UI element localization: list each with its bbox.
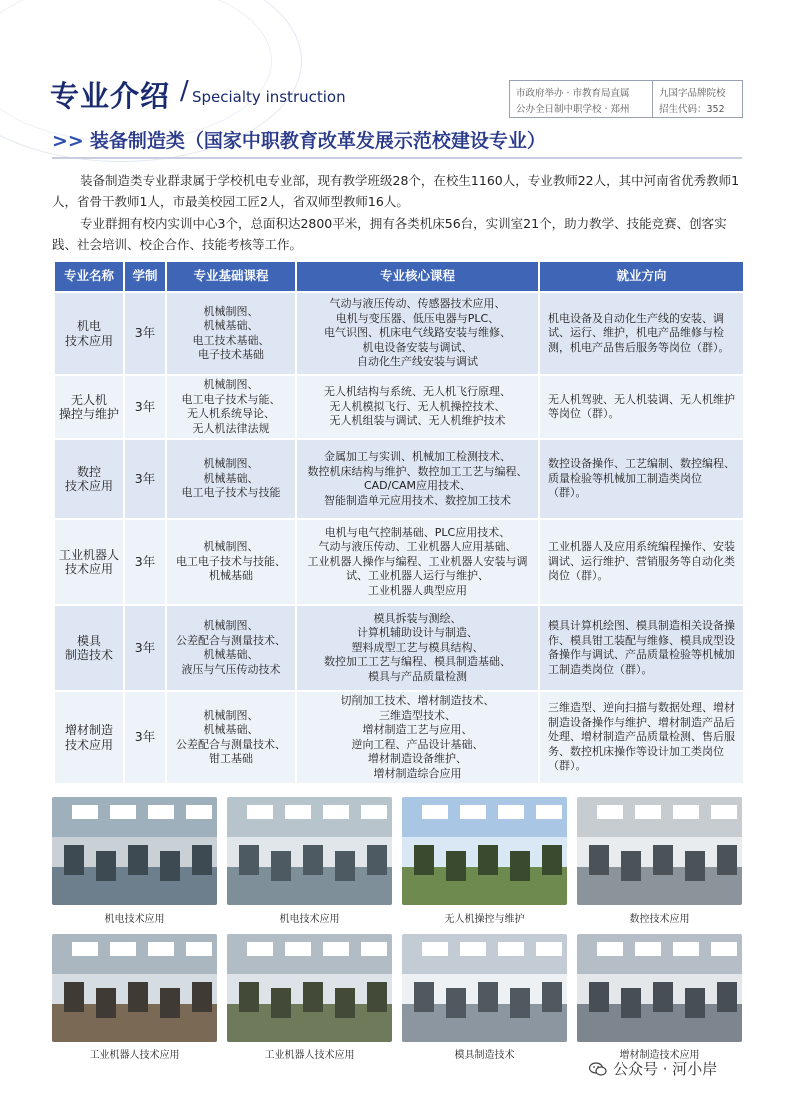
cell-core-courses [296, 605, 539, 691]
specialty-name-line: 模具 [76, 633, 101, 648]
cell-specialty-name [54, 439, 124, 519]
table-row [54, 519, 744, 605]
core-course-line: 切削加工技术、增材制造技术、 [340, 694, 495, 707]
specialty-name-line: 数控 [76, 464, 101, 479]
core-course-line: 无人机模拟飞行、无人机操控技术、 [329, 399, 506, 413]
section-heading [52, 126, 546, 153]
cell-years: 3年 [124, 375, 166, 439]
training-photo [227, 934, 392, 1042]
photo-caption: 工业机器人技术应用 [89, 1050, 180, 1061]
core-course-line: 三维造型技术、 [379, 708, 456, 722]
core-course-line: 智能制造单元应用技术、数控加工技术 [324, 493, 511, 507]
page-title: 专业介绍 [50, 79, 171, 113]
info-right [653, 81, 742, 117]
basic-course-line: 液压与气压传动技术 [181, 662, 281, 676]
basic-course-line: 机械制图、 [203, 540, 259, 554]
cell-basic-courses [166, 375, 296, 439]
cell-years: 3年 [124, 605, 166, 691]
intro-paragraph: 专业群拥有校内实训中心3个，总面积达2800平米，拥有各类机床56台，实训室21个，助力教学、技能竞赛、创客实践、社会培训、校企合作、技能考核等工作。 [52, 216, 727, 252]
cell-basic-courses [166, 605, 296, 691]
col-header-basic: 专业基础课程 [166, 261, 296, 292]
basic-course-line: 钳工基础 [209, 752, 253, 765]
title-slash: / [180, 76, 189, 106]
core-course-line: 自动化生产线安装与调试 [357, 355, 478, 369]
training-photo [402, 934, 567, 1042]
cell-specialty-name [54, 292, 124, 375]
basic-course-line: 机械基础、 [203, 319, 259, 332]
wechat-icon [589, 1062, 607, 1076]
watermark [589, 1058, 717, 1079]
core-course-line: 增材制造设备维护、 [368, 752, 467, 765]
enrollment-code: 招生代码：352 [659, 104, 725, 115]
specialty-name-line: 制造技术 [64, 648, 113, 662]
specialty-name-line: 技术应用 [64, 737, 113, 752]
cell-core-courses [296, 375, 539, 439]
photo-image [402, 934, 567, 1042]
basic-course-line: 机械制图、 [203, 378, 259, 391]
basic-course-line: 公差配合与测量技术、 [176, 737, 286, 751]
photo-image [402, 797, 567, 905]
basic-course-line: 无人机法律法规 [192, 421, 270, 435]
specialty-name-line: 技术应用 [64, 562, 113, 576]
core-course-line: 增材制造工艺与应用、 [362, 723, 473, 736]
basic-course-line: 电工电子技术与技能、 [176, 554, 286, 568]
cell-basic-courses [166, 439, 296, 519]
photo-image [577, 934, 742, 1042]
photo-image [227, 934, 392, 1042]
cell-specialty-name [54, 519, 124, 605]
photo-image [577, 797, 742, 905]
core-course-line: 气动与液压传动、工业机器人应用基础、 [318, 540, 517, 554]
cell-years: 3年 [124, 519, 166, 605]
specialty-name-line: 操控与维护 [59, 407, 120, 421]
intro-paragraph: 装备制造类专业群隶属于学校机电专业部，现有教学班级28个，在校生1160人，专业教师22人，其中河南省优秀教师1人，省骨干教师1人，市最美校园工匠2人，省双师型教师16人。 [52, 173, 740, 209]
cell-basic-courses [166, 691, 296, 784]
core-course-line: 模具拆装与测绘、 [373, 611, 462, 625]
basic-course-line: 电工电子技术与能、 [181, 392, 281, 406]
cell-job-direction: 三维造型、逆向扫描与数据处理、增材制造设备操作与维护、增材制造产品后处理、增材制造产品质量检测、售后服务、数控机床操作等设计加工类岗位（群）。 [539, 691, 744, 784]
page-title-english: Specialty instruction [192, 88, 346, 106]
training-photo [52, 934, 217, 1042]
cell-core-courses [296, 519, 539, 605]
core-course-line: 金属加工与实训、机械加工检测技术、 [324, 450, 511, 463]
core-course-line: 增材制造综合应用 [373, 766, 462, 780]
photo-caption: 数控技术应用 [629, 914, 690, 925]
info-line: 九国字品牌院校 [659, 88, 726, 99]
cell-years: 3年 [124, 691, 166, 784]
training-photo [52, 797, 217, 905]
photo-image [227, 797, 392, 905]
photo-caption: 无人机操控与维护 [444, 914, 525, 925]
core-course-line: 无人机结构与系统、无人机飞行原理、 [324, 385, 511, 399]
basic-course-line: 电工技术基础、 [192, 333, 270, 347]
section-divider [52, 157, 742, 159]
basic-course-line: 机械基础 [209, 569, 253, 583]
basic-course-line: 无人机系统导论、 [187, 407, 275, 420]
training-photo [227, 797, 392, 905]
basic-course-line: 电工电子技术与技能 [181, 486, 281, 500]
basic-course-line: 机械制图、 [203, 304, 259, 318]
specialty-name-line: 技术应用 [64, 333, 113, 348]
specialty-name-line: 增材制造 [64, 723, 113, 737]
photo-image [52, 934, 217, 1042]
table-row [54, 439, 744, 519]
training-photo [577, 797, 742, 905]
core-course-line: 数控机床结构与维护、数控加工工艺与编程、CAD/CAM应用技术、 [307, 464, 528, 492]
table-row [54, 375, 744, 439]
core-course-line: 气动与液压传动、传感器技术应用、 [329, 297, 506, 311]
basic-course-line: 电子技术基础 [198, 348, 264, 361]
table-header-row [54, 261, 744, 292]
cell-job-direction: 无人机驾驶、无人机装调、无人机维护等岗位（群）。 [539, 375, 744, 439]
cell-basic-courses [166, 292, 296, 375]
col-header-years: 学制 [124, 261, 166, 292]
watermark-text: 公众号 · 河小岸 [613, 1060, 718, 1078]
basic-course-line: 机械基础、 [203, 648, 259, 661]
training-photo [402, 797, 567, 905]
cell-job-direction: 机电设备及自动化生产线的安装、调试、运行、维护，机电产品维修与检测，机电产品售后服务等岗位（群）。 [539, 292, 744, 375]
core-course-line: 无人机组装与调试、无人机维护技术 [329, 414, 506, 428]
core-course-line: 模具与产品质量检测 [368, 669, 467, 683]
cell-specialty-name [54, 691, 124, 784]
info-left [510, 81, 653, 117]
info-line: 公办全日制中职学校 · 郑州 [516, 104, 630, 115]
photo-caption: 工业机器人技术应用 [264, 1050, 355, 1061]
cell-core-courses [296, 439, 539, 519]
specialty-name-line: 工业机器人 [59, 547, 120, 562]
table-row [54, 292, 744, 375]
training-photo [577, 934, 742, 1042]
basic-course-line: 机械基础、 [203, 471, 259, 485]
table-row [54, 605, 744, 691]
core-course-line: 工业机器人操作与编程、工业机器人安装与调试、工业机器人运行与维护、 [307, 554, 528, 583]
photo-image [52, 797, 217, 905]
core-course-line: 电机与电气控制基础、PLC应用技术、 [324, 525, 511, 539]
photo-caption: 增材制造技术应用 [619, 1050, 700, 1061]
photo-caption: 机电技术应用 [279, 914, 340, 925]
photo-caption: 机电技术应用 [104, 914, 165, 925]
col-header-name: 专业名称 [54, 261, 124, 292]
cell-job-direction: 工业机器人及应用系统编程操作、安装调试、运行维护、营销服务等自动化类岗位（群）。 [539, 519, 744, 605]
col-header-job: 就业方向 [539, 261, 744, 292]
cell-core-courses [296, 292, 539, 375]
col-header-core: 专业核心课程 [296, 261, 539, 292]
cell-years: 3年 [124, 292, 166, 375]
cell-basic-courses [166, 519, 296, 605]
info-line: 市政府举办 · 市教育局直属 [516, 88, 630, 99]
basic-course-line: 机械制图、 [203, 708, 259, 722]
cell-years: 3年 [124, 439, 166, 519]
core-course-line: 电机与变压器、低压电器与PLC、 [335, 311, 500, 325]
core-course-line: 工业机器人典型应用 [368, 583, 467, 597]
core-course-line: 逆向工程、产品设计基础、 [351, 737, 484, 751]
table-row [54, 691, 744, 784]
cell-specialty-name [54, 605, 124, 691]
specialty-name-line: 机电 [76, 319, 101, 333]
core-course-line: 计算机辅助设计与制造、 [357, 626, 478, 640]
basic-course-line: 公差配合与测量技术、 [176, 633, 286, 647]
cell-job-direction: 数控设备操作、工艺编制、数控编程、质量检验等机械加工制造类岗位（群）。 [539, 439, 744, 519]
basic-course-line: 机械制图、 [203, 619, 259, 632]
cell-job-direction: 模具计算机绘图、模具制造相关设备操作、模具钳工装配与维修、模具成型设备操作与调试、产品质量检验等机械加工制造类岗位（群）。 [539, 605, 744, 691]
specialty-name-line: 技术应用 [64, 479, 113, 493]
basic-course-line: 机械制图、 [203, 457, 259, 471]
core-course-line: 塑料成型工艺与模具结构、 [351, 640, 484, 654]
core-course-line: 机电设备安装与调试、 [362, 340, 473, 354]
cell-core-courses [296, 691, 539, 784]
specialty-name-line: 无人机 [70, 392, 107, 407]
core-course-line: 数控加工工艺与编程、模具制造基础、 [324, 655, 511, 669]
school-info-box [509, 80, 743, 118]
core-course-line: 电气识图、机床电气线路安装与维修、 [324, 326, 511, 340]
cell-specialty-name [54, 375, 124, 439]
basic-course-line: 机械基础、 [203, 723, 259, 736]
photo-caption: 模具制造技术 [454, 1050, 515, 1061]
section-title: 装备制造类（国家中职教育改革发展示范校建设专业） [89, 130, 546, 152]
specialty-table [53, 260, 745, 785]
section-arrow: >> [52, 130, 84, 152]
